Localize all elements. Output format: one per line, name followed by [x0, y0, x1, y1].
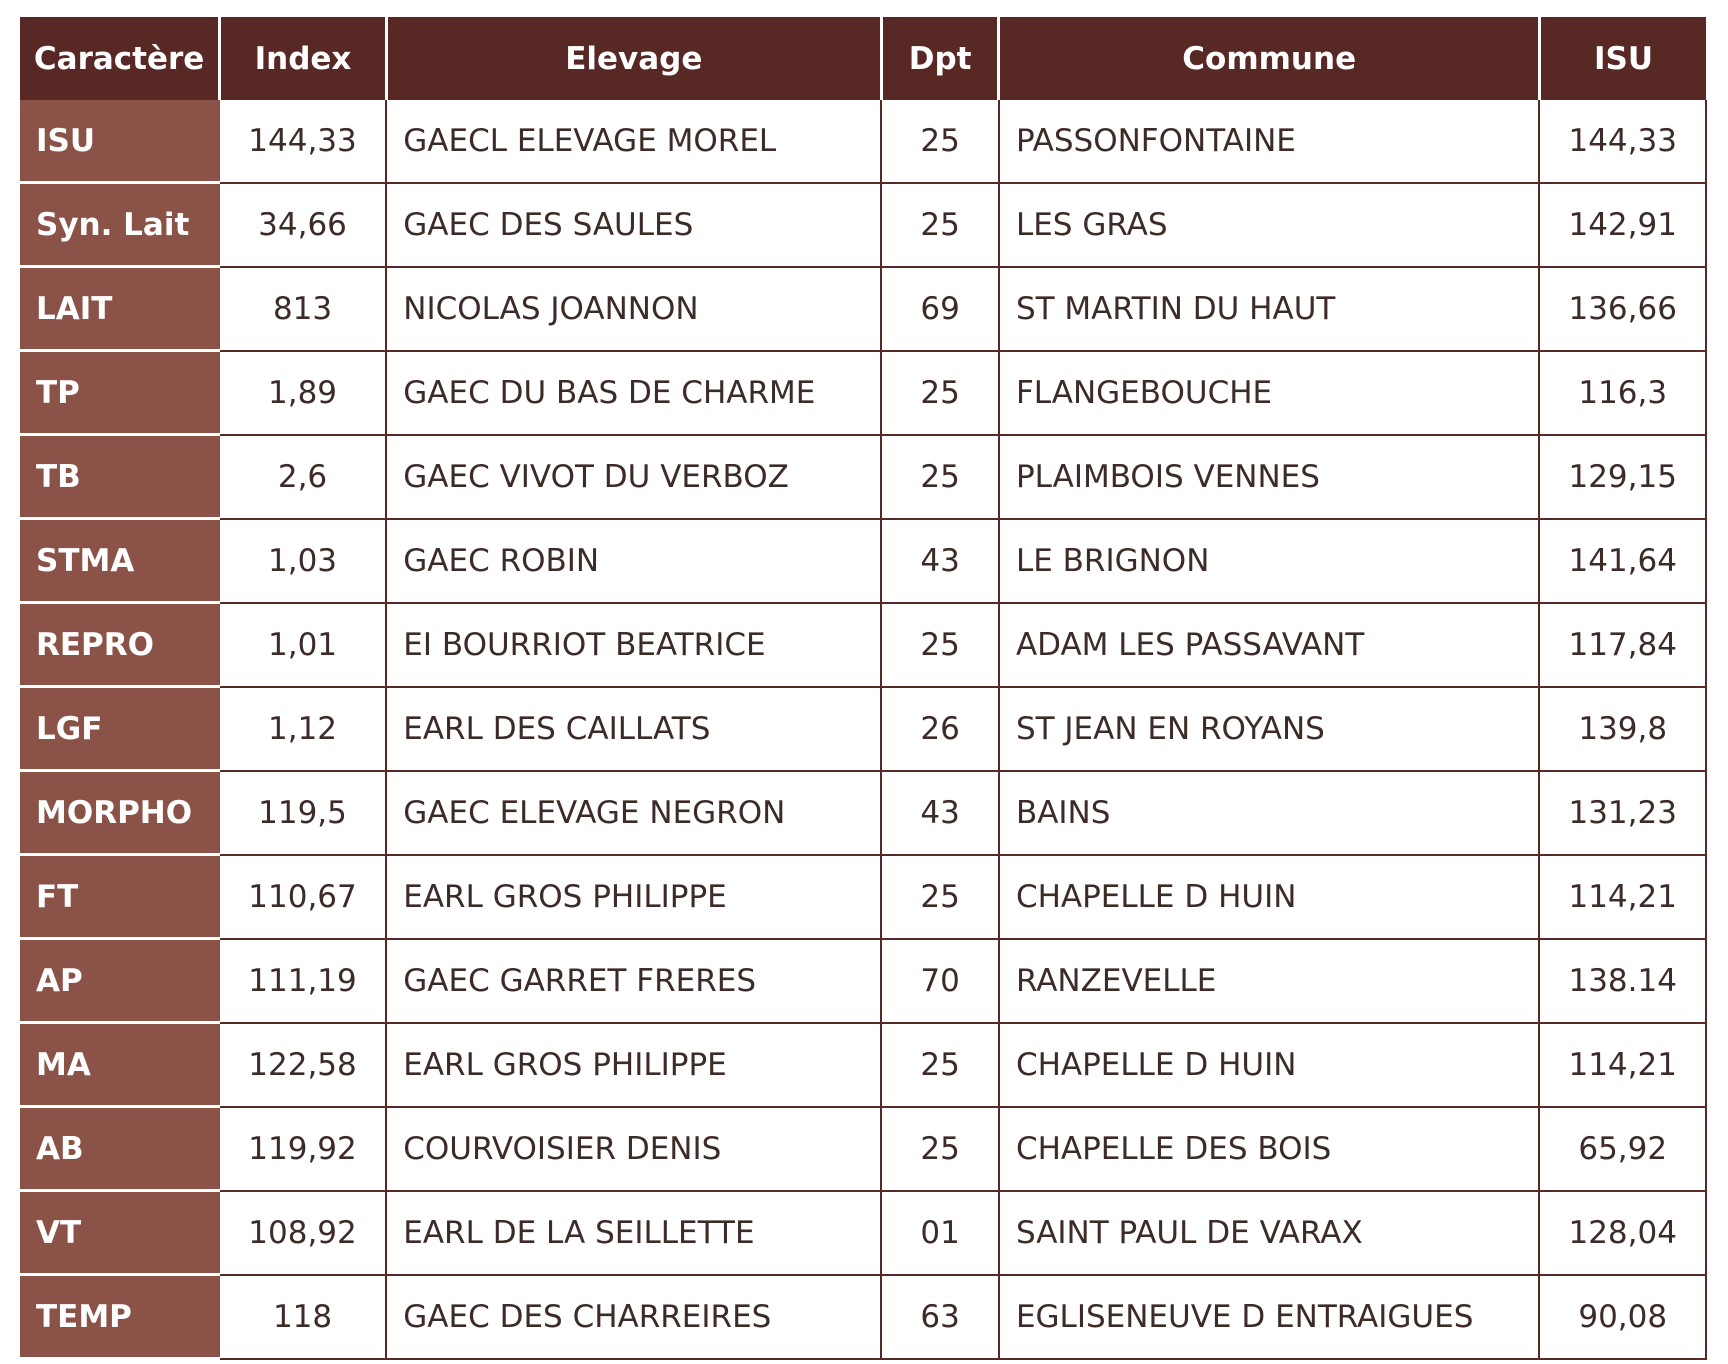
cell-index: 34,66	[220, 183, 386, 267]
cell-elevage: COURVOISIER DENIS	[386, 1107, 881, 1191]
cell-index: 119,5	[220, 771, 386, 855]
cell-isu: 142,91	[1539, 183, 1706, 267]
cell-dpt: 25	[881, 435, 999, 519]
header-dpt: Dpt	[881, 17, 999, 100]
cell-elevage: GAEC DU BAS DE CHARME	[386, 351, 881, 435]
cell-isu: 129,15	[1539, 435, 1706, 519]
cell-caractere: LGF	[20, 687, 220, 771]
cell-caractere: MORPHO	[20, 771, 220, 855]
header-commune: Commune	[999, 17, 1540, 100]
cell-index: 1,03	[220, 519, 386, 603]
table-row	[20, 855, 1706, 939]
cell-dpt: 25	[881, 1107, 999, 1191]
cell-elevage: EARL GROS PHILIPPE	[386, 1023, 881, 1107]
cell-commune: CHAPELLE D HUIN	[999, 855, 1540, 939]
table-row	[20, 1275, 1706, 1359]
cell-elevage: GAECL ELEVAGE MOREL	[386, 100, 881, 183]
cell-elevage: EARL DE LA SEILLETTE	[386, 1191, 881, 1275]
cell-commune: CHAPELLE DES BOIS	[999, 1107, 1540, 1191]
cell-commune: BAINS	[999, 771, 1540, 855]
results-table	[20, 17, 1707, 1360]
cell-isu: 116,3	[1539, 351, 1706, 435]
cell-caractere: ISU	[20, 100, 220, 183]
cell-index: 813	[220, 267, 386, 351]
cell-dpt: 63	[881, 1275, 999, 1359]
cell-dpt: 43	[881, 519, 999, 603]
cell-isu: 117,84	[1539, 603, 1706, 687]
cell-caractere: STMA	[20, 519, 220, 603]
header-elevage: Elevage	[386, 17, 881, 100]
cell-elevage: GAEC DES CHARREIRES	[386, 1275, 881, 1359]
table-row	[20, 1023, 1706, 1107]
cell-dpt: 43	[881, 771, 999, 855]
cell-commune: EGLISENEUVE D ENTRAIGUES	[999, 1275, 1540, 1359]
cell-isu: 136,66	[1539, 267, 1706, 351]
cell-elevage: GAEC DES SAULES	[386, 183, 881, 267]
table-row	[20, 1191, 1706, 1275]
cell-caractere: AB	[20, 1107, 220, 1191]
cell-dpt: 25	[881, 100, 999, 183]
table-row	[20, 939, 1706, 1023]
table-row	[20, 1107, 1706, 1191]
cell-caractere: AP	[20, 939, 220, 1023]
cell-commune: ST MARTIN DU HAUT	[999, 267, 1540, 351]
cell-caractere: LAIT	[20, 267, 220, 351]
cell-isu: 144,33	[1539, 100, 1706, 183]
cell-dpt: 25	[881, 183, 999, 267]
cell-elevage: GAEC ROBIN	[386, 519, 881, 603]
cell-commune: PASSONFONTAINE	[999, 100, 1540, 183]
cell-elevage: EARL DES CAILLATS	[386, 687, 881, 771]
table-row	[20, 435, 1706, 519]
cell-commune: FLANGEBOUCHE	[999, 351, 1540, 435]
cell-index: 1,89	[220, 351, 386, 435]
header-isu: ISU	[1539, 17, 1706, 100]
cell-index: 1,01	[220, 603, 386, 687]
cell-caractere: REPRO	[20, 603, 220, 687]
cell-commune: LES GRAS	[999, 183, 1540, 267]
cell-dpt: 69	[881, 267, 999, 351]
cell-index: 118	[220, 1275, 386, 1359]
cell-caractere: FT	[20, 855, 220, 939]
cell-isu: 141,64	[1539, 519, 1706, 603]
cell-dpt: 01	[881, 1191, 999, 1275]
table-row	[20, 351, 1706, 435]
cell-commune: LE BRIGNON	[999, 519, 1540, 603]
table-row	[20, 267, 1706, 351]
cell-dpt: 26	[881, 687, 999, 771]
cell-dpt: 25	[881, 1023, 999, 1107]
cell-elevage: NICOLAS JOANNON	[386, 267, 881, 351]
cell-index: 2,6	[220, 435, 386, 519]
cell-commune: RANZEVELLE	[999, 939, 1540, 1023]
cell-dpt: 25	[881, 603, 999, 687]
cell-isu: 90,08	[1539, 1275, 1706, 1359]
header-caractere: Caractère	[20, 17, 220, 100]
cell-isu: 114,21	[1539, 1023, 1706, 1107]
cell-caractere: TEMP	[20, 1275, 220, 1359]
table-row	[20, 183, 1706, 267]
cell-commune: ST JEAN EN ROYANS	[999, 687, 1540, 771]
cell-commune: CHAPELLE D HUIN	[999, 1023, 1540, 1107]
cell-index: 119,92	[220, 1107, 386, 1191]
cell-isu: 65,92	[1539, 1107, 1706, 1191]
cell-commune: SAINT PAUL DE VARAX	[999, 1191, 1540, 1275]
cell-isu: 131,23	[1539, 771, 1706, 855]
cell-isu: 139,8	[1539, 687, 1706, 771]
cell-index: 144,33	[220, 100, 386, 183]
cell-isu: 128,04	[1539, 1191, 1706, 1275]
cell-isu: 114,21	[1539, 855, 1706, 939]
cell-elevage: GAEC VIVOT DU VERBOZ	[386, 435, 881, 519]
table-body	[20, 100, 1706, 1359]
cell-isu: 138.14	[1539, 939, 1706, 1023]
cell-index: 108,92	[220, 1191, 386, 1275]
cell-commune: ADAM LES PASSAVANT	[999, 603, 1540, 687]
cell-index: 1,12	[220, 687, 386, 771]
cell-caractere: TP	[20, 351, 220, 435]
cell-index: 110,67	[220, 855, 386, 939]
cell-elevage: EI BOURRIOT BEATRICE	[386, 603, 881, 687]
cell-dpt: 25	[881, 351, 999, 435]
cell-dpt: 25	[881, 855, 999, 939]
cell-caractere: VT	[20, 1191, 220, 1275]
table-row	[20, 100, 1706, 183]
cell-commune: PLAIMBOIS VENNES	[999, 435, 1540, 519]
header-index: Index	[220, 17, 386, 100]
table-row	[20, 519, 1706, 603]
table-row	[20, 687, 1706, 771]
cell-caractere: TB	[20, 435, 220, 519]
cell-caractere: MA	[20, 1023, 220, 1107]
cell-elevage: EARL GROS PHILIPPE	[386, 855, 881, 939]
cell-elevage: GAEC GARRET FRERES	[386, 939, 881, 1023]
cell-index: 111,19	[220, 939, 386, 1023]
header-row	[20, 17, 1706, 100]
table-row	[20, 603, 1706, 687]
table-row	[20, 771, 1706, 855]
cell-index: 122,58	[220, 1023, 386, 1107]
cell-elevage: GAEC ELEVAGE NEGRON	[386, 771, 881, 855]
cell-caractere: Syn. Lait	[20, 183, 220, 267]
table-header	[20, 17, 1706, 100]
cell-dpt: 70	[881, 939, 999, 1023]
